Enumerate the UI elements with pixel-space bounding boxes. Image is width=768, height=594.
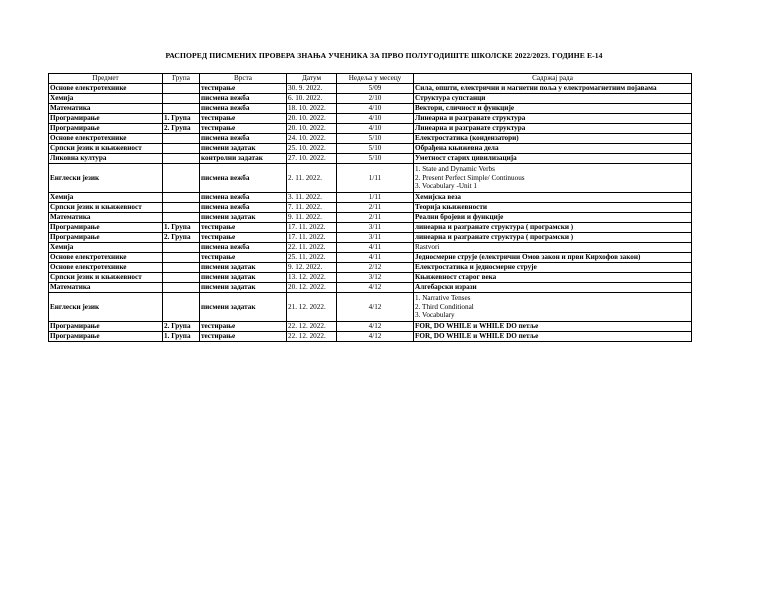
table-row <box>49 263 692 273</box>
cell-group <box>163 164 200 193</box>
header-week: Недеља у месецу <box>337 74 414 84</box>
cell-type: тестирање <box>200 84 287 94</box>
cell-week: 1/11 <box>337 164 414 193</box>
cell-subject: Српски језик и књижевност <box>49 203 163 213</box>
cell-date: 22. 12. 2022. <box>287 332 337 342</box>
table-row <box>49 243 692 253</box>
cell-type: писмена вежба <box>200 203 287 213</box>
table-row <box>49 114 692 124</box>
cell-group <box>163 193 200 203</box>
cell-date: 13. 12. 2022. <box>287 273 337 283</box>
content-line: Реални бројеви и функције <box>415 213 504 222</box>
cell-subject: Хемија <box>49 94 163 104</box>
table-row <box>49 293 692 322</box>
content-line: FOR, DO WHILE и WHILE DO петље <box>415 332 539 341</box>
content-line: Линеарна и разгранате структура <box>415 124 526 133</box>
content-line: Књижевност старог века <box>415 273 497 282</box>
content-line: Једносмерне струје (електрични Омов закон и први Кирхофов закон) <box>415 253 641 262</box>
cell-group <box>163 94 200 104</box>
cell-date: 27. 10. 2022. <box>287 154 337 164</box>
cell-week: 4/10 <box>337 104 414 114</box>
table-row <box>49 223 692 233</box>
cell-type: писмена вежба <box>200 243 287 253</box>
cell-week: 1/11 <box>337 193 414 203</box>
table-row <box>49 154 692 164</box>
cell-subject: Математика <box>49 213 163 223</box>
content-line: Сила, општи, електрични и магнетни поља у електромагнетним појавама <box>415 84 657 93</box>
cell-week: 4/12 <box>337 283 414 293</box>
cell-week: 4/10 <box>337 124 414 134</box>
table-row <box>49 94 692 104</box>
cell-content <box>414 233 692 243</box>
content-line: Уметност старих цивилизација <box>415 154 517 163</box>
cell-subject: Основе електротехнике <box>49 134 163 144</box>
cell-group <box>163 144 200 154</box>
cell-date: 9. 12. 2022. <box>287 263 337 273</box>
cell-date: 20. 12. 2022. <box>287 283 337 293</box>
content-line: 3. Vocabulary -Unit 1 <box>415 182 478 191</box>
cell-group <box>163 263 200 273</box>
cell-date: 7. 11. 2022. <box>287 203 337 213</box>
cell-date: 20. 10. 2022. <box>287 124 337 134</box>
header-subject: Предмет <box>49 74 163 84</box>
cell-week: 5/09 <box>337 84 414 94</box>
cell-type: тестирање <box>200 253 287 263</box>
cell-subject: Програмирање <box>49 223 163 233</box>
cell-week: 4/11 <box>337 253 414 263</box>
content-line: Теорија књижевности <box>415 203 488 212</box>
cell-content <box>414 223 692 233</box>
cell-content <box>414 124 692 134</box>
cell-group <box>163 84 200 94</box>
table-row <box>49 84 692 94</box>
cell-date: 25. 11. 2022. <box>287 253 337 263</box>
table-row <box>49 124 692 134</box>
cell-date: 6. 10. 2022. <box>287 94 337 104</box>
content-line: 1. State and Dynamic Verbs <box>415 164 495 173</box>
table-row <box>49 273 692 283</box>
cell-subject: Програмирање <box>49 332 163 342</box>
content-line: Електростатика (кондензатори) <box>415 134 519 143</box>
cell-date: 20. 10. 2022. <box>287 114 337 124</box>
cell-type: тестирање <box>200 124 287 134</box>
cell-type: писмени задатак <box>200 213 287 223</box>
cell-week: 2/12 <box>337 263 414 273</box>
cell-subject: Програмирање <box>49 124 163 134</box>
cell-group <box>163 293 200 322</box>
cell-subject: Основе електротехнике <box>49 253 163 263</box>
cell-date: 22. 12. 2022. <box>287 322 337 332</box>
content-line: Структура супстанци <box>415 94 486 103</box>
cell-subject: Програмирање <box>49 322 163 332</box>
cell-type: тестирање <box>200 332 287 342</box>
content-line: 2. Present Perfect Simple/ Continuous <box>415 173 525 182</box>
content-line: Rastvori <box>415 243 440 252</box>
cell-type: писмени задатак <box>200 293 287 322</box>
cell-type: писмени задатак <box>200 283 287 293</box>
cell-date: 9. 11. 2022. <box>287 213 337 223</box>
cell-week: 2/11 <box>337 203 414 213</box>
cell-type: писмена вежба <box>200 104 287 114</box>
header-row <box>49 74 692 84</box>
schedule-table <box>48 73 692 342</box>
cell-subject: Енглески језик <box>49 293 163 322</box>
cell-week: 4/10 <box>337 114 414 124</box>
cell-group <box>163 213 200 223</box>
cell-content <box>414 213 692 223</box>
cell-week: 4/12 <box>337 293 414 322</box>
cell-week: 4/12 <box>337 332 414 342</box>
cell-date: 3. 11. 2022. <box>287 193 337 203</box>
cell-type: контролни задатак <box>200 154 287 164</box>
content-line: Вектори, сличност и функције <box>415 104 515 113</box>
cell-subject: Српски језик и књижевност <box>49 144 163 154</box>
cell-content <box>414 144 692 154</box>
content-line: FOR, DO WHILE и WHILE DO петље <box>415 322 539 331</box>
cell-content <box>414 134 692 144</box>
table-row <box>49 332 692 342</box>
cell-group: 2. Група <box>163 233 200 243</box>
table-row <box>49 322 692 332</box>
cell-group <box>163 283 200 293</box>
cell-week: 2/11 <box>337 213 414 223</box>
header-content: Садржај рада <box>414 74 692 84</box>
cell-group <box>163 253 200 263</box>
table-row <box>49 203 692 213</box>
cell-date: 24. 10. 2022. <box>287 134 337 144</box>
cell-content <box>414 273 692 283</box>
cell-content <box>414 322 692 332</box>
cell-subject: Енглески језик <box>49 164 163 193</box>
cell-date: 17. 11. 2022. <box>287 233 337 243</box>
cell-group <box>163 134 200 144</box>
cell-subject: Програмирање <box>49 233 163 243</box>
cell-type: писмени задатак <box>200 273 287 283</box>
cell-content <box>414 104 692 114</box>
content-line: Хемијска веза <box>415 193 461 202</box>
cell-content <box>414 164 692 193</box>
cell-group: 1. Група <box>163 223 200 233</box>
cell-week: 3/12 <box>337 273 414 283</box>
cell-subject: Хемија <box>49 243 163 253</box>
cell-week: 4/12 <box>337 322 414 332</box>
content-line: 2. Third Conditional <box>415 302 474 311</box>
cell-type: тестирање <box>200 223 287 233</box>
page-title: РАСПОРЕД ПИСМЕНИХ ПРОВЕРА ЗНАЊА УЧЕНИКА ЗА ПРВО ПОЛУГОДИШТЕ ШКОЛСКЕ 2022/2023. ГОДИНЕ Е-14 <box>165 51 603 60</box>
table-row <box>49 253 692 263</box>
content-line: линеарна и разгранате структура ( програмски ) <box>415 233 574 242</box>
cell-content <box>414 263 692 273</box>
schedule-body <box>49 84 692 342</box>
cell-date: 18. 10. 2022. <box>287 104 337 114</box>
cell-subject: Програмирање <box>49 114 163 124</box>
header-date: Датум <box>287 74 337 84</box>
cell-date: 22. 11. 2022. <box>287 243 337 253</box>
cell-type: тестирање <box>200 322 287 332</box>
table-row <box>49 104 692 114</box>
cell-content <box>414 193 692 203</box>
cell-content <box>414 94 692 104</box>
table-row <box>49 134 692 144</box>
header-group: Група <box>163 74 200 84</box>
cell-date: 17. 11. 2022. <box>287 223 337 233</box>
cell-content <box>414 203 692 213</box>
table-row <box>49 144 692 154</box>
cell-type: писмени задатак <box>200 144 287 154</box>
cell-type: писмена вежба <box>200 94 287 104</box>
cell-type: писмени задатак <box>200 263 287 273</box>
cell-group <box>163 273 200 283</box>
cell-type: писмена вежба <box>200 134 287 144</box>
cell-content <box>414 332 692 342</box>
cell-week: 3/11 <box>337 223 414 233</box>
table-row <box>49 213 692 223</box>
content-line: Алгебарски изрази <box>415 283 477 292</box>
content-line: линеарна и разгранате структура ( програмски ) <box>415 223 574 232</box>
cell-group: 1. Група <box>163 332 200 342</box>
cell-group: 2. Група <box>163 124 200 134</box>
cell-group <box>163 154 200 164</box>
cell-week: 4/11 <box>337 243 414 253</box>
content-line: 1. Narrative Tenses <box>415 293 471 302</box>
table-row <box>49 283 692 293</box>
cell-week: 5/10 <box>337 144 414 154</box>
cell-subject: Основе електротехнике <box>49 84 163 94</box>
cell-week: 5/10 <box>337 134 414 144</box>
cell-content <box>414 253 692 263</box>
cell-content <box>414 293 692 322</box>
cell-content <box>414 243 692 253</box>
table-row <box>49 164 692 193</box>
cell-subject: Српски језик и књижевност <box>49 273 163 283</box>
cell-subject: Ликовна култура <box>49 154 163 164</box>
content-line: Електростатика и једносмерне струје <box>415 263 537 272</box>
cell-type: писмена вежба <box>200 164 287 193</box>
cell-content <box>414 114 692 124</box>
cell-type: писмена вежба <box>200 193 287 203</box>
content-line: Обрађена књижевна дела <box>415 144 499 153</box>
cell-week: 5/10 <box>337 154 414 164</box>
table-row <box>49 193 692 203</box>
cell-date: 21. 12. 2022. <box>287 293 337 322</box>
table-row <box>49 233 692 243</box>
cell-content <box>414 283 692 293</box>
cell-group: 1. Група <box>163 114 200 124</box>
cell-group <box>163 203 200 213</box>
cell-subject: Математика <box>49 104 163 114</box>
cell-subject: Хемија <box>49 193 163 203</box>
cell-subject: Основе електротехнике <box>49 263 163 273</box>
cell-group <box>163 243 200 253</box>
cell-week: 2/10 <box>337 94 414 104</box>
header-type: Врста <box>200 74 287 84</box>
cell-type: тестирање <box>200 114 287 124</box>
cell-group <box>163 104 200 114</box>
cell-date: 25. 10. 2022. <box>287 144 337 154</box>
content-line: 3. Vocabulary <box>415 311 455 320</box>
cell-type: тестирање <box>200 233 287 243</box>
cell-date: 30. 9. 2022. <box>287 84 337 94</box>
content-line: Линеарна и разгранате структура <box>415 114 526 123</box>
cell-week: 3/11 <box>337 233 414 243</box>
cell-group: 2. Група <box>163 322 200 332</box>
cell-content <box>414 154 692 164</box>
cell-subject: Математика <box>49 283 163 293</box>
cell-content <box>414 84 692 94</box>
cell-date: 2. 11. 2022. <box>287 164 337 193</box>
